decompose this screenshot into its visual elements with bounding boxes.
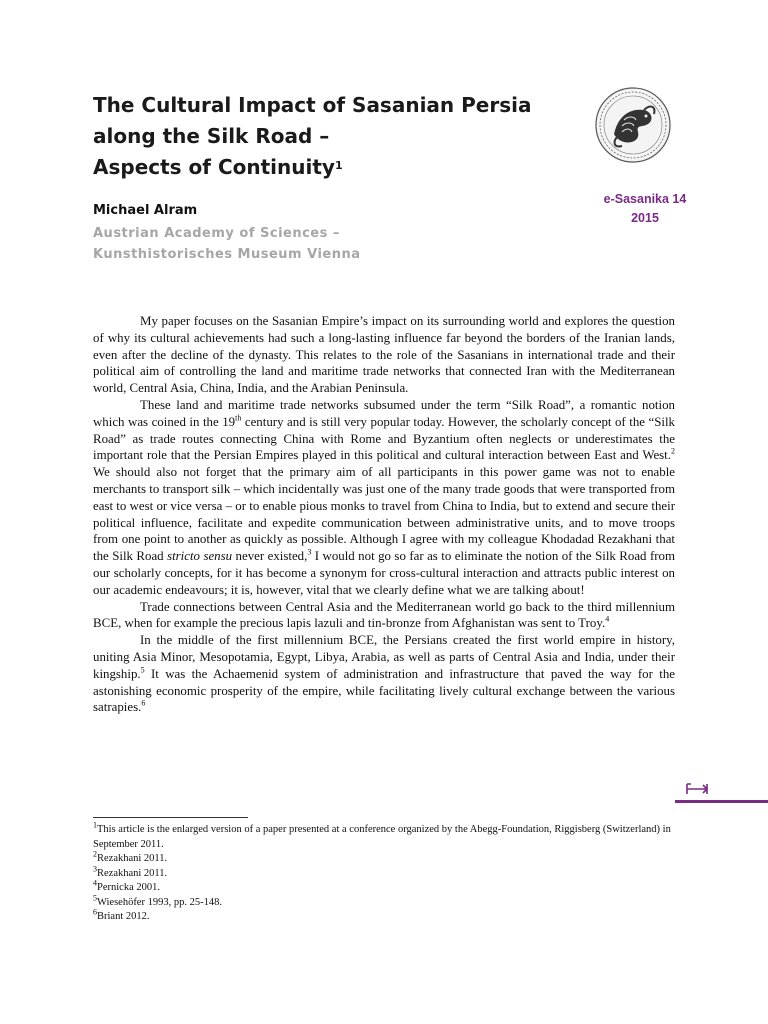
body-text <box>93 313 675 716</box>
paragraph-2 <box>93 397 675 599</box>
footnote-text: Rezakhani 2011. <box>97 853 168 864</box>
paragraph-1-text: My paper focuses on the Sasanian Empire’s impact on its surrounding world and explores the question of why its cultural achievements had such a long-lasting influence far beyond the borders of the Iranian lands, even after the decline of the dynasty. This relates to the role of the Sasanians in international trade and their political aim of controlling the land and maritime trade networks that connected Iran with the Mediterranean world, Central Asia, China, India, and the Arabian Peninsula. <box>93 314 675 396</box>
title-line-1: The Cultural Impact of Sasanian Persia <box>93 93 532 117</box>
footnote-text: Briant 2012. <box>97 911 150 922</box>
paragraph-3 <box>93 599 675 633</box>
footnote-item <box>93 864 678 882</box>
footnote-ref-4[interactable]: 4 <box>605 615 610 625</box>
ordinal-suffix: th <box>235 413 242 423</box>
title-footnote-ref[interactable]: 1 <box>334 159 343 172</box>
journal-name: e-Sasanika 14 <box>603 192 687 206</box>
title-line-3-text: Aspects of Continuity <box>93 155 335 179</box>
footnote-number: 5 <box>93 893 97 902</box>
paper-title <box>93 90 613 183</box>
paragraph-4 <box>93 632 675 716</box>
footnote-number: 3 <box>93 864 97 873</box>
paragraph-2-text-b: century and is still very popular today. However, the scholarly concept of the “Silk Road” as trade routes connecting China with Rome and Byzantium often neglects or underestimates the important role that the Persian Empires played in this political and cultural interaction between East and West. <box>93 414 675 463</box>
author-name: Michael Alram <box>93 203 198 218</box>
paragraph-4-text-a: In the middle of the first millennium BCE, the Persians created the first world empire in history, uniting Asia Minor, Mesopotamia, Egypt, Libya, Arabia, as well as parts of Central Asia and India, under their kingship. <box>93 633 675 681</box>
paragraph-2-text-d: never existed, <box>232 549 308 564</box>
paragraph-2-text-e: I would not go so far as to eliminate the notion of the Silk Road from our scholarly concepts, for it has become a synonym for cross-cultural interaction and attracts public interest on our academic endeavours; it is, however, vital that we clearly define what we are talking about! <box>93 549 675 597</box>
footnote-text: This article is the enlarged version of a paper presented at a conference organized by the Abegg-Foundation, Riggisberg (Switzerland) in September 2011. <box>93 824 671 850</box>
footnote-ref-2[interactable]: 2 <box>671 447 675 457</box>
footnote-item <box>93 907 678 925</box>
title-line-3 <box>93 152 613 183</box>
footnote-item <box>93 849 678 867</box>
paragraph-3-text: Trade connections between Central Asia and the Mediterranean world go back to the third millennium BCE, when for example the precious lapis lazuli and tin-bronze from Afghanistan was sent to Troy. <box>93 599 675 631</box>
author-affiliation <box>93 223 361 265</box>
affiliation-line-2: Kunsthistorisches Museum Vienna <box>93 247 361 262</box>
journal-year: 2015 <box>631 211 659 225</box>
footnote-number: 4 <box>93 878 97 888</box>
paragraph-1 <box>93 313 675 397</box>
paragraph-2-text-c: We should also not forget that the primary aim of all participants in this power game was not to enable merchants to transport silk – which incidentally was just one of the many trade goods that were transported from east to west or vice versa – or to enable pious monks to travel from China to India, but to extend and secure their political influence, facilitate and expedite communication between administrative units, and to move troops from one point to another as quickly as possible. Although I agree with my colleague Khodadad Rezakhani that the Silk Road <box>93 465 675 564</box>
footnote-number: 1 <box>93 820 97 830</box>
footnote-ref-6[interactable]: 6 <box>141 699 146 709</box>
footnote-text: Pernicka 2001. <box>97 882 160 893</box>
paragraph-4-text-b: It was the Achaemenid system of administration and infrastructure that paved the way for the astonishing economic prosperity of the empire, while facilitating lively cultural exchange between the various satrapies. <box>93 666 675 715</box>
sasanian-senmurv-emblem-icon <box>594 86 672 164</box>
footnote-text: Rezakhani 2011. <box>97 867 168 879</box>
paragraph-2-text-a: These land and maritime trade networks subsumed under the term “Silk Road”, a romantic notion which was coined in the 19 <box>93 397 675 429</box>
footnote-item <box>93 878 678 896</box>
italic-phrase: stricto sensu <box>167 549 233 564</box>
affiliation-line-1: Austrian Academy of Sciences – <box>93 226 340 241</box>
title-line-2: along the Silk Road – <box>93 124 330 148</box>
footnote-item <box>93 820 678 852</box>
footnote-ref-3[interactable]: 3 <box>307 547 312 557</box>
footnote-text: Wiesehöfer 1993, pp. 25-148. <box>97 896 222 908</box>
page-accent-bar <box>675 800 768 803</box>
footnotes <box>93 820 678 925</box>
footnote-item <box>93 893 678 911</box>
footnote-number: 2 <box>93 849 97 859</box>
footnote-number: 6 <box>93 907 97 917</box>
journal-info <box>590 190 700 228</box>
footnote-separator <box>93 817 248 818</box>
footnote-ref-5[interactable]: 5 <box>140 665 145 675</box>
